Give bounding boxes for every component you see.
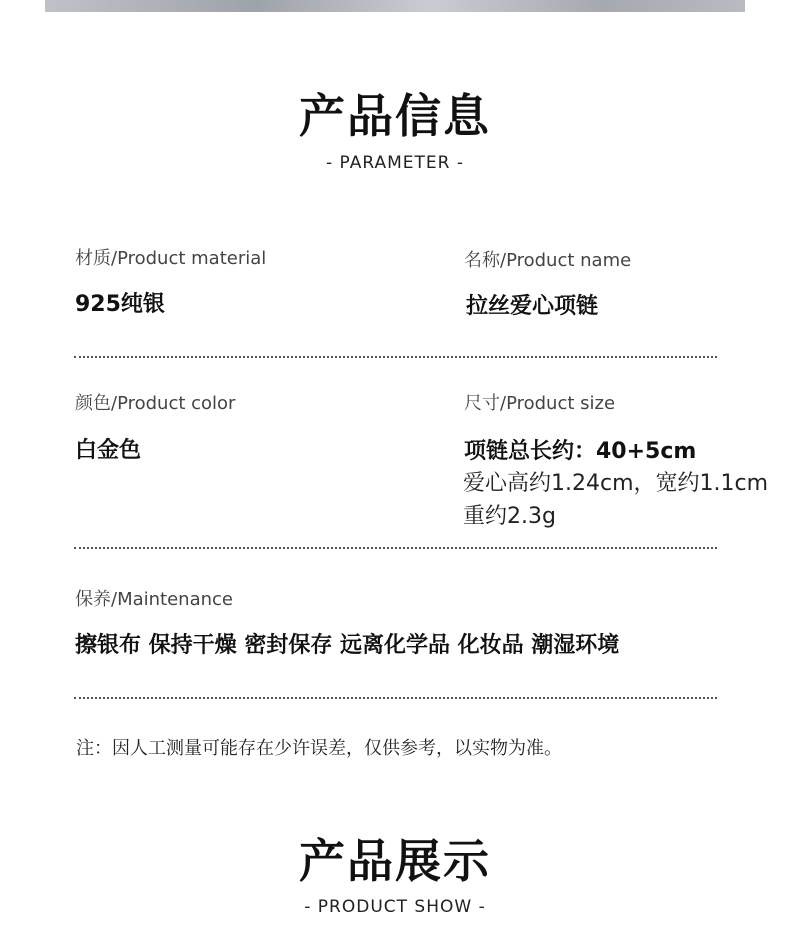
material-label: 材质/Product material [75, 248, 267, 269]
color-label: 颜色/Product color [75, 393, 236, 414]
product-show-title: 产品展示 [299, 834, 491, 888]
maintenance-label: 保养/Maintenance [75, 589, 233, 610]
product-photo-strip [45, 0, 745, 12]
color-value: 白金色 [75, 438, 142, 463]
size-value-weight: 重约2.3g [463, 504, 556, 529]
parameter-title: 产品信息 [299, 89, 491, 143]
measurement-note: 注：因人工测量可能存在少许误差，仅供参考，以实物为准。 [76, 738, 562, 759]
size-value-length: 项链总长约：40+5cm [464, 439, 697, 464]
material-value: 925纯银 [75, 292, 165, 317]
name-label: 名称/Product name [464, 250, 632, 271]
divider [74, 356, 717, 358]
maintenance-value: 擦银布 保持干燥 密封保存 远离化学品 化妆品 潮湿环境 [75, 633, 620, 658]
size-label: 尺寸/Product size [464, 393, 616, 414]
parameter-subtitle: - PARAMETER - [326, 153, 464, 173]
size-value-heart: 爱心高约1.24cm，宽约1.1cm [463, 471, 769, 496]
divider [74, 547, 717, 549]
product-show-subtitle: - PRODUCT SHOW - [304, 897, 486, 917]
divider [74, 697, 717, 699]
name-value: 拉丝爱心项链 [466, 294, 599, 319]
